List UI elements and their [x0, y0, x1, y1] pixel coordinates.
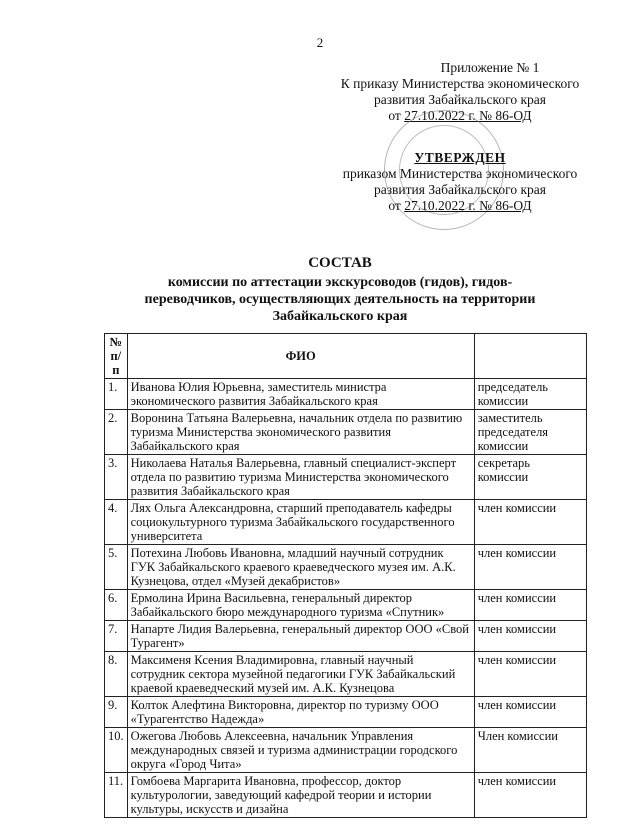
- row-role: заместитель председателя комиссии: [474, 410, 586, 455]
- row-role: член комиссии: [474, 500, 586, 545]
- header-num: № п/п: [105, 334, 128, 379]
- title-line-4: Забайкальского края: [272, 309, 408, 324]
- row-fio: Воронина Татьяна Валерьевна, начальник отдела по развитию туризма Министерства экономического развития Забайкальского края: [127, 410, 474, 455]
- appendix-ministry-line: развития Забайкальского края: [373, 92, 547, 107]
- appendix-date-prefix: от: [388, 108, 405, 123]
- approved-date: 27.10.2022 г. № 86-ОД: [404, 198, 532, 213]
- table-row: [105, 621, 587, 652]
- appendix-title: Приложение № 1: [440, 60, 540, 75]
- row-role: член комиссии: [474, 697, 586, 728]
- approved-block: [320, 150, 600, 214]
- row-number: 6.: [105, 590, 128, 621]
- table-row: [105, 500, 587, 545]
- row-role: председатель комиссии: [474, 379, 586, 410]
- row-fio: Ермолина Ирина Васильевна, генеральный директор Забайкальского бюро международного туризма «Спутник»: [127, 590, 474, 621]
- table-row: [105, 697, 587, 728]
- row-number: 2.: [105, 410, 128, 455]
- row-role: член комиссии: [474, 590, 586, 621]
- table-row: [105, 652, 587, 697]
- row-fio: Максименя Ксения Владимировна, главный научный сотрудник сектора музейной педагогики ГУК Забайкальский краевой краеведческий музей им. А.К. Кузнецова: [127, 652, 474, 697]
- header-role: [474, 334, 586, 379]
- header-fio: ФИО: [127, 334, 474, 379]
- row-fio: Потехина Любовь Ивановна, младший научный сотрудник ГУК Забайкальского краевого краеведческого музея им. А.К. Кузнецова, отдел «Музей декабристов»: [127, 545, 474, 590]
- appendix-order-line: К приказу Министерства экономического: [340, 76, 580, 91]
- row-fio: Напарте Лидия Валерьевна, генеральный директор ООО «Свой Турагент»: [127, 621, 474, 652]
- table-row: [105, 410, 587, 455]
- row-fio: Гомбоева Маргарита Ивановна, профессор, доктор культурологии, заведующий кафедрой теории и истории культуры, искусств и дизайна: [127, 773, 474, 818]
- title-line-1: СОСТАВ: [308, 255, 372, 271]
- row-fio: Иванова Юлия Юрьевна, заместитель министра экономического развития Забайкальского края: [127, 379, 474, 410]
- table-row: [105, 590, 587, 621]
- title-line-3: переводчиков, осуществляющих деятельность на территории: [144, 292, 536, 307]
- row-number: 11.: [105, 773, 128, 818]
- row-number: 7.: [105, 621, 128, 652]
- approved-ministry-line: развития Забайкальского края: [373, 182, 547, 197]
- row-fio: Ожегова Любовь Алексеевна, начальник Управления международных связей и туризма администрации городского округа «Город Чита»: [127, 728, 474, 773]
- table-row: [105, 728, 587, 773]
- approved-title: УТВЕРЖДЕН: [414, 150, 506, 165]
- row-number: 5.: [105, 545, 128, 590]
- title-line-2: комиссии по аттестации экскурсоводов (гидов), гидов-: [167, 275, 513, 290]
- table-header-row: [105, 334, 587, 379]
- row-role: Член комиссии: [474, 728, 586, 773]
- approved-date-prefix: от: [388, 198, 405, 213]
- appendix-date: 27.10.2022 г. № 86-ОД: [404, 108, 532, 123]
- row-fio: Колток Алефтина Викторовна, директор по туризму ООО «Турагентство Надежда»: [127, 697, 474, 728]
- table-row: [105, 379, 587, 410]
- table-row: [105, 455, 587, 500]
- approved-date-line: [320, 198, 600, 214]
- row-number: 4.: [105, 500, 128, 545]
- table-row: [105, 545, 587, 590]
- row-number: 10.: [105, 728, 128, 773]
- page-number: 2: [316, 35, 324, 50]
- members-table: [104, 333, 587, 818]
- row-role: член комиссии: [474, 652, 586, 697]
- row-number: 8.: [105, 652, 128, 697]
- row-fio: Николаева Наталья Валерьевна, главный специалист-эксперт отдела по развитию туризма Министерства экономического развития Забайкальского края: [127, 455, 474, 500]
- table-row: [105, 773, 587, 818]
- row-role: член комиссии: [474, 621, 586, 652]
- row-role: член комиссии: [474, 545, 586, 590]
- row-role: секретарь комиссии: [474, 455, 586, 500]
- row-fio: Лях Ольга Александровна, старший преподаватель кафедры социокультурного туризма Забайкальского государственного университета: [127, 500, 474, 545]
- row-role: член комиссии: [474, 773, 586, 818]
- row-number: 9.: [105, 697, 128, 728]
- row-number: 1.: [105, 379, 128, 410]
- row-number: 3.: [105, 455, 128, 500]
- approved-order-line: приказом Министерства экономического: [342, 166, 578, 181]
- document-title: [120, 255, 560, 325]
